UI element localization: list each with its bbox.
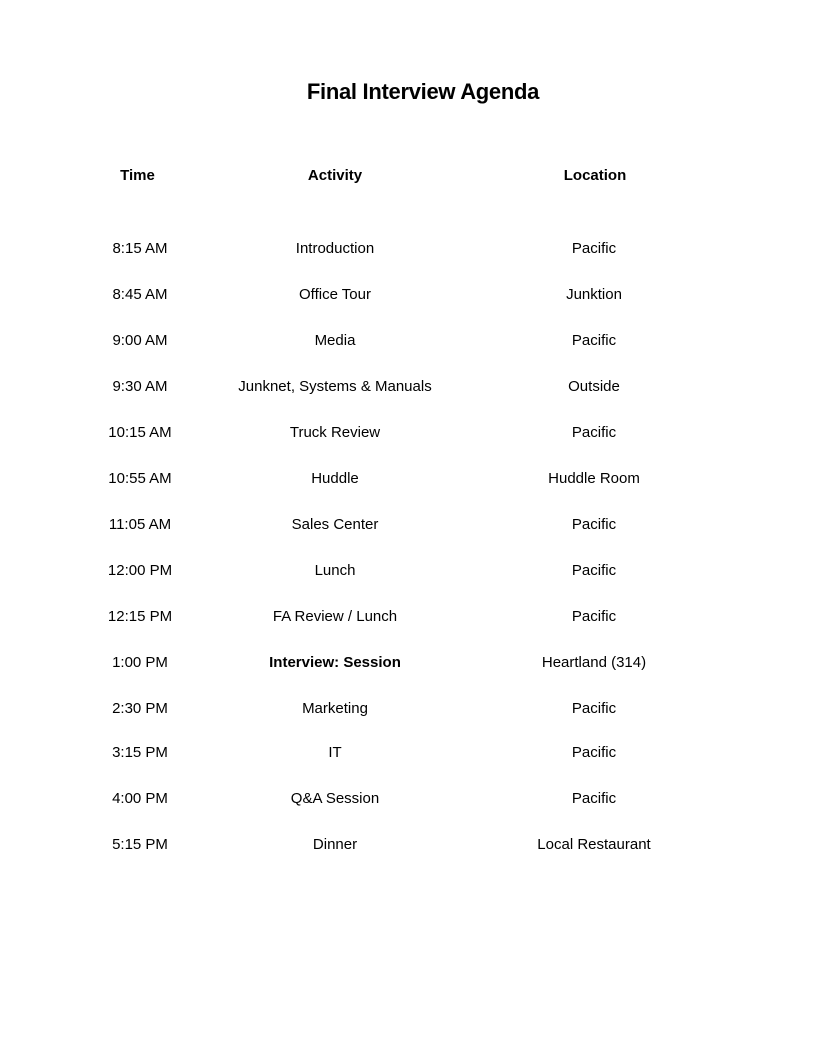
row-location: Pacific	[571, 744, 617, 761]
row-time: 9:00 AM	[112, 332, 168, 349]
agenda-row	[0, 240, 816, 262]
row-activity: Huddle	[311, 470, 359, 487]
agenda-row	[0, 836, 816, 858]
agenda-row	[0, 424, 816, 446]
agenda-row	[0, 332, 816, 354]
agenda-row	[0, 516, 816, 538]
header-activity: Activity	[307, 167, 363, 184]
row-location: Pacific	[571, 332, 617, 349]
agenda-row	[0, 470, 816, 492]
row-activity: Office Tour	[299, 286, 371, 303]
row-location: Pacific	[571, 608, 617, 625]
row-time: 2:30 PM	[112, 700, 168, 717]
agenda-row	[0, 654, 816, 676]
row-location: Huddle Room	[548, 470, 640, 487]
agenda-row	[0, 608, 816, 630]
row-activity: IT	[328, 744, 342, 761]
row-time: 3:15 PM	[112, 744, 168, 761]
row-activity: Dinner	[312, 836, 358, 853]
row-activity: Sales Center	[291, 516, 379, 533]
row-time: 11:05 AM	[108, 516, 172, 533]
row-time: 4:00 PM	[112, 790, 168, 807]
row-activity: Truck Review	[289, 424, 381, 441]
row-location: Pacific	[571, 562, 617, 579]
agenda-row	[0, 562, 816, 584]
row-activity: Introduction	[295, 240, 375, 257]
row-time: 8:15 AM	[112, 240, 168, 257]
row-time: 12:00 PM	[107, 562, 173, 579]
agenda-row	[0, 744, 816, 766]
row-location: Pacific	[571, 700, 617, 717]
row-location: Pacific	[571, 790, 617, 807]
row-activity: Interview: Session	[269, 654, 401, 671]
agenda-row	[0, 286, 816, 308]
row-time: 8:45 AM	[112, 286, 168, 303]
header-time: Time	[120, 167, 155, 184]
row-location: Pacific	[571, 240, 617, 257]
row-time: 9:30 AM	[112, 378, 168, 395]
row-time: 10:55 AM	[108, 470, 172, 487]
row-activity: Marketing	[302, 700, 368, 717]
row-location: Local Restaurant	[537, 836, 651, 853]
row-location: Junktion	[566, 286, 622, 303]
agenda-row	[0, 378, 816, 400]
row-time: 12:15 PM	[107, 608, 173, 625]
page-title: Final Interview Agenda	[306, 79, 540, 104]
row-time: 5:15 PM	[112, 836, 168, 853]
row-activity: Q&A Session	[290, 790, 380, 807]
row-time: 10:15 AM	[108, 424, 172, 441]
row-time: 1:00 PM	[112, 654, 168, 671]
row-activity: Lunch	[314, 562, 356, 579]
row-location: Outside	[568, 378, 620, 395]
agenda-row	[0, 790, 816, 812]
agenda-row	[0, 700, 816, 722]
row-location: Pacific	[571, 516, 617, 533]
row-activity: Media	[314, 332, 356, 349]
row-location: Pacific	[571, 424, 617, 441]
row-location: Heartland (314)	[541, 654, 647, 671]
row-activity: Junknet, Systems & Manuals	[238, 378, 432, 395]
header-location: Location	[563, 167, 627, 184]
row-activity: FA Review / Lunch	[272, 608, 398, 625]
